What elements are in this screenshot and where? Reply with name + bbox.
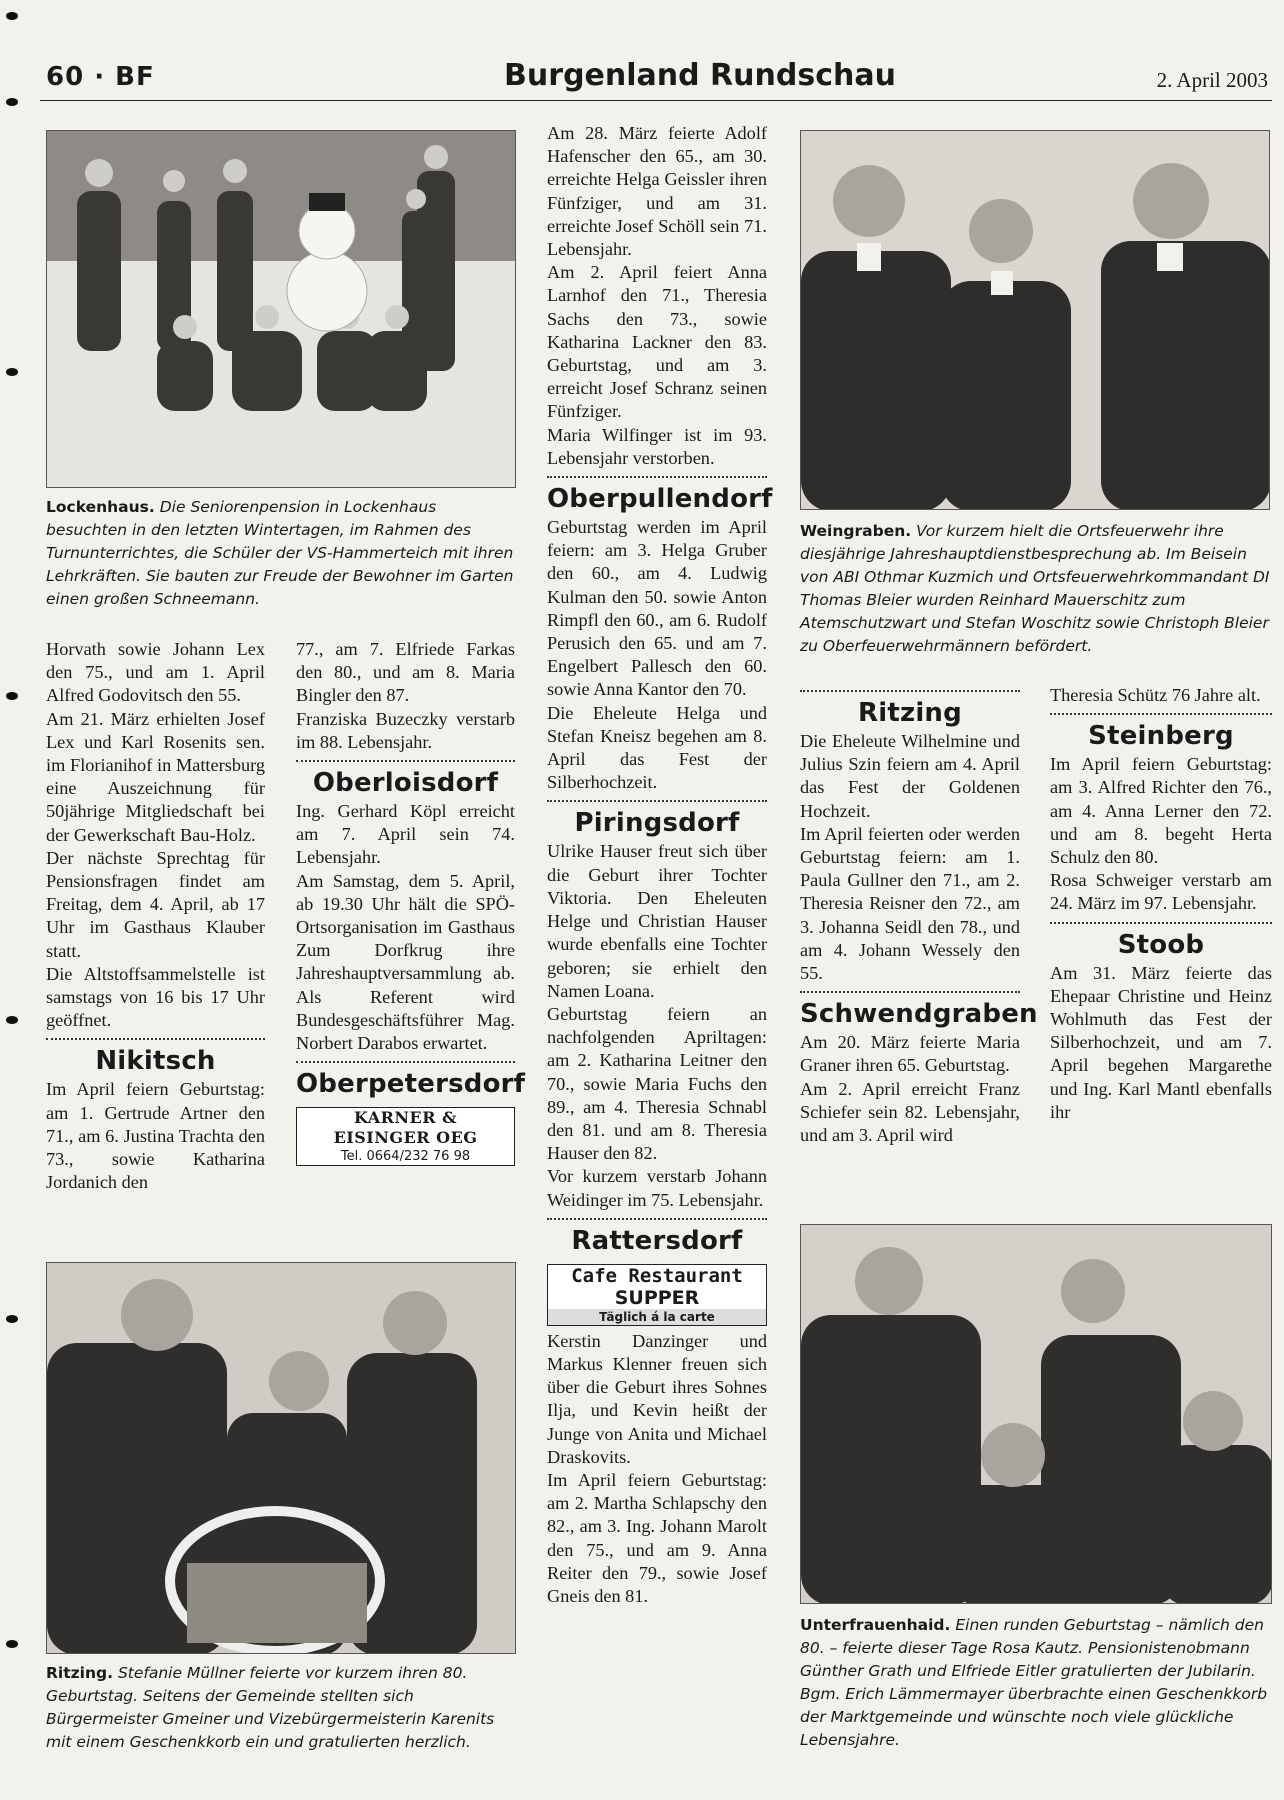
caption-place: Ritzing. bbox=[46, 1664, 114, 1682]
column-3 bbox=[547, 122, 773, 1608]
binder-hole bbox=[6, 368, 18, 376]
section-heading-oberpetersdorf: Oberpetersdorf bbox=[296, 1069, 526, 1100]
ad-line: SUPPER bbox=[614, 1286, 700, 1309]
photo-lockenhaus-snowman bbox=[46, 130, 516, 488]
article-text: Maria Wilfinger ist im 93. Lebensjahr verstorben. bbox=[547, 424, 767, 468]
header-rule bbox=[40, 100, 1272, 101]
article-text: Der nächste Sprechtag für Pensionsfragen findet am Freitag, dem 4. April, ab 17 Uhr im Gasthaus Klauber statt. bbox=[46, 847, 265, 961]
photo-unterfrauenhaid-birthday bbox=[800, 1224, 1272, 1604]
article-text: Am 21. März erhielten Josef Lex und Karl Rosenits sen. im Florianihof in Mattersburg eine Auszeichnung für 50jährige Mitgliedschaft bei der Gewerkschaft Bau-Holz. bbox=[46, 708, 265, 845]
article-text: Franziska Buzeczky verstarb im 88. Lebensjahr. bbox=[296, 708, 515, 752]
article-text: Ing. Gerhard Köpl erreicht am 7. April sein 74. Lebensjahr. bbox=[296, 801, 515, 868]
caption-place: Lockenhaus. bbox=[46, 498, 155, 516]
section-divider bbox=[800, 991, 1020, 993]
caption-ritzing bbox=[46, 1662, 516, 1754]
article-text: Vor kurzem verstarb Johann Weidinger im 75. Lebensjahr. bbox=[547, 1166, 767, 1210]
section-heading-oberpullendorf: Oberpullendorf bbox=[547, 484, 773, 515]
binder-hole bbox=[6, 98, 18, 106]
newspaper-title: Burgenland Rundschau bbox=[504, 58, 896, 93]
article-text: Im April feierten oder werden Geburtstag feiern: am 1. Paula Gullner den 71., am 2. Theresia Reisner den 72., am 3. Johanna Seidl den 78., und am 4. Johann Wessely den 55. bbox=[800, 823, 1020, 984]
caption-lockenhaus bbox=[46, 496, 516, 611]
section-heading-oberloisdorf: Oberloisdorf bbox=[312, 768, 499, 799]
section-divider bbox=[296, 1061, 515, 1063]
advertisement-karner-eisinger bbox=[296, 1107, 515, 1166]
article-text: Horvath sowie Johann Lex den 75., und am 1. April Alfred Godovitsch den 55. bbox=[46, 639, 265, 706]
ad-line: KARNER & bbox=[353, 1108, 458, 1128]
caption-text: Die Seniorenpension in Lockenhaus besuchten in den letzten Wintertagen, im Rahmen des Turnunterrichtes, die Schüler der VS-Hammerteich mit ihren Lehrkräften. Sie bauten zur Freude der Bewohner im Garten einen großen Schneemann. bbox=[46, 498, 514, 608]
article-text: Im April feiern Geburtstag: am 1. Gertrude Artner den 71., am 6. Justina Trachta den 73., sowie Katharina Jordanich den bbox=[46, 1079, 265, 1193]
article-text: Theresia Schütz 76 Jahre alt. bbox=[1050, 685, 1261, 705]
section-divider bbox=[547, 800, 767, 802]
article-text: Rosa Schweiger verstarb am 24. März im 97. Lebensjahr. bbox=[1050, 870, 1272, 914]
section-heading-ritzing: Ritzing bbox=[858, 698, 962, 728]
section-heading-schwendgraben: Schwendgraben bbox=[800, 999, 1038, 1030]
photo-weingraben-illustration bbox=[801, 131, 1270, 510]
photo-ritzing-illustration bbox=[47, 1263, 516, 1654]
article-text: Am 20. März feierte Maria Graner ihren 65. Geburtstag. bbox=[800, 1032, 1020, 1076]
caption-text: Stefanie Müllner feierte vor kurzem ihren 80. Geburtstag. Seitens der Gemeinde stellten sich Bürgermeister Gmeiner und Vizebürgermeisterin Karenits mit einem Geschenkkorb ein und gratulierten herzlich. bbox=[46, 1664, 495, 1751]
photo-weingraben-firefighters bbox=[800, 130, 1270, 510]
photo-ritzing-birthday bbox=[46, 1262, 516, 1654]
binder-hole bbox=[6, 1315, 18, 1323]
column-5 bbox=[1050, 684, 1272, 1124]
section-divider bbox=[1050, 922, 1272, 924]
article-text: Am 2. April erreicht Franz Schiefer sein 82. Lebensjahr, und am 3. April wird bbox=[800, 1078, 1020, 1146]
ad-line: Cafe Restaurant bbox=[571, 1264, 743, 1287]
caption-weingraben bbox=[800, 520, 1275, 658]
article-text: Kerstin Danzinger und Markus Klenner freuen sich über die Geburt ihres Sohnes Ilja, und Kevin heißt der Junge von Anita und Michael Draskovits. bbox=[547, 1330, 767, 1467]
caption-unterfrauenhaid bbox=[800, 1614, 1276, 1752]
binder-hole bbox=[6, 1640, 18, 1648]
section-heading-steinberg: Steinberg bbox=[1088, 721, 1234, 752]
advertisement-cafe-supper bbox=[547, 1264, 767, 1326]
caption-place: Unterfrauenhaid. bbox=[800, 1616, 951, 1634]
article-text: Am 31. März feierte das Ehepaar Christine und Heinz Wohlmuth das Fest der Silberhochzeit, und am 7. April begehen Margarethe und Ing. Karl Mantl ebenfalls ihr bbox=[1050, 962, 1272, 1122]
article-text: 77., am 7. Elfriede Farkas den 80., und am 8. Maria Bingler den 87. bbox=[296, 639, 515, 706]
section-divider bbox=[296, 760, 515, 762]
article-text: Ulrike Hauser freut sich über die Geburt ihrer Tochter Viktoria. Den Eheleuten Helge und Christian Hauser wurde ebenfalls eine Tochter geboren; sie erhielt den Namen Loana. bbox=[547, 841, 767, 1001]
photo-unterfrauenhaid-illustration bbox=[801, 1225, 1272, 1604]
article-text: Am 28. März feierte Adolf Hafenscher den 65., am 30. erreichte Helga Geissler ihren Fünfziger, und am 31. erreichte Josef Schöll sein 71. Lebensjahr. bbox=[547, 123, 767, 260]
article-text: Am Samstag, dem 5. April, ab 19.30 Uhr hält die SPÖ-Ortsorganisation im Gasthaus Zum Dorfkrug ihre Jahreshauptversammlung ab. Als Referent wird Bundesgeschäftsführer Mag. Norbert Darabos erwartet. bbox=[296, 870, 515, 1054]
column-1 bbox=[46, 638, 265, 1194]
article-text: Geburtstag feiern an nachfolgenden Apriltagen: am 2. Katharina Leitner den 70., sowie Maria Fuchs den 89., am 4. Theresia Schnabl den 81. und am 8. Theresia Hauser den 82. bbox=[547, 1003, 767, 1164]
caption-text: Vor kurzem hielt die Ortsfeuerwehr ihre diesjährige Jahreshauptdienstbesprechung ab. Im Beisein von ABI Othmar Kuzmich und Ortsfeuerwehrkommandant DI Thomas Bleier wurden Reinhard Mauerschitz zum Atemschutzwart und Stefan Woschitz sowie Christoph Bleier zu Oberfeuerwehrmännern befördert. bbox=[800, 522, 1270, 655]
ad-phone: Tel. 0664/232 76 98 bbox=[340, 1149, 471, 1165]
issue-date: 2. April 2003 bbox=[1156, 68, 1268, 92]
section-divider bbox=[46, 1038, 265, 1040]
ad-line: EISINGER OEG bbox=[333, 1128, 478, 1148]
caption-text: Einen runden Geburtstag – nämlich den 80. – feierte dieser Tage Rosa Kautz. Pensionistenobmann Günther Grath und Elfriede Eitler gratulierten der Jubilarin. Bgm. Erich Lämmermayer überbrachte einen Geschenkkorb der Marktgemeinde und wünschte noch viele glückliche Lebensjahre. bbox=[800, 1616, 1268, 1749]
column-4 bbox=[800, 684, 1038, 1147]
section-heading-piringsdorf: Piringsdorf bbox=[574, 808, 740, 839]
binder-hole bbox=[6, 1016, 18, 1024]
page-number: 60 · BF bbox=[46, 62, 155, 92]
section-divider bbox=[800, 690, 1020, 692]
section-divider bbox=[1050, 713, 1272, 715]
section-heading-nikitsch: Nikitsch bbox=[95, 1046, 216, 1077]
section-heading-rattersdorf: Rattersdorf bbox=[571, 1225, 743, 1256]
caption-place: Weingraben. bbox=[800, 522, 912, 540]
article-text: Im April feiern Geburtstag: am 3. Alfred Richter den 76., am 4. Anna Lerner den 72. und am 8. begeht Herta Schulz den 80. bbox=[1050, 754, 1272, 868]
binder-hole bbox=[6, 12, 18, 20]
photo-lockenhaus-illustration bbox=[47, 131, 516, 488]
section-divider bbox=[547, 1218, 767, 1220]
ad-line: Täglich á la carte bbox=[548, 1309, 766, 1325]
article-text: Am 2. April feiert Anna Larnhof den 71., Theresia Sachs den 73., sowie Katharina Lackner den 83. Geburtstag, und am 3. erreicht Josef Schranz seinen Fünfziger. bbox=[547, 262, 767, 422]
column-2 bbox=[296, 638, 526, 1170]
article-text: Geburtstag werden im April feiern: am 3. Helga Gruber den 60., am 4. Ludwig Kulman den 50. sowie Anton Rimpfl den 60., am 6. Rudolf Perusich den 65. und am 7. Engelbert Pallesch den 60. sowie Anna Kantor den 70. bbox=[547, 517, 767, 700]
article-text: Die Altstoffsammelstelle ist samstags von 16 bis 17 Uhr geöffnet. bbox=[46, 963, 265, 1031]
section-heading-stoob: Stoob bbox=[1117, 929, 1205, 960]
section-divider bbox=[547, 476, 767, 478]
binder-hole bbox=[6, 692, 18, 700]
article-text: Die Eheleute Helga und Stefan Kneisz begehen am 8. April das Fest der Silberhochzeit. bbox=[547, 702, 767, 793]
article-text: Die Eheleute Wilhelmine und Julius Szin feiern am 4. April das Fest der Goldenen Hochzeit. bbox=[800, 731, 1020, 821]
article-text: Im April feiern Geburtstag: am 2. Martha Schlapschy den 82., am 3. Ing. Johann Marolt den 75., und am 9. Anna Reiter den 79., sowie Josef Gneis den 81. bbox=[547, 1469, 767, 1606]
